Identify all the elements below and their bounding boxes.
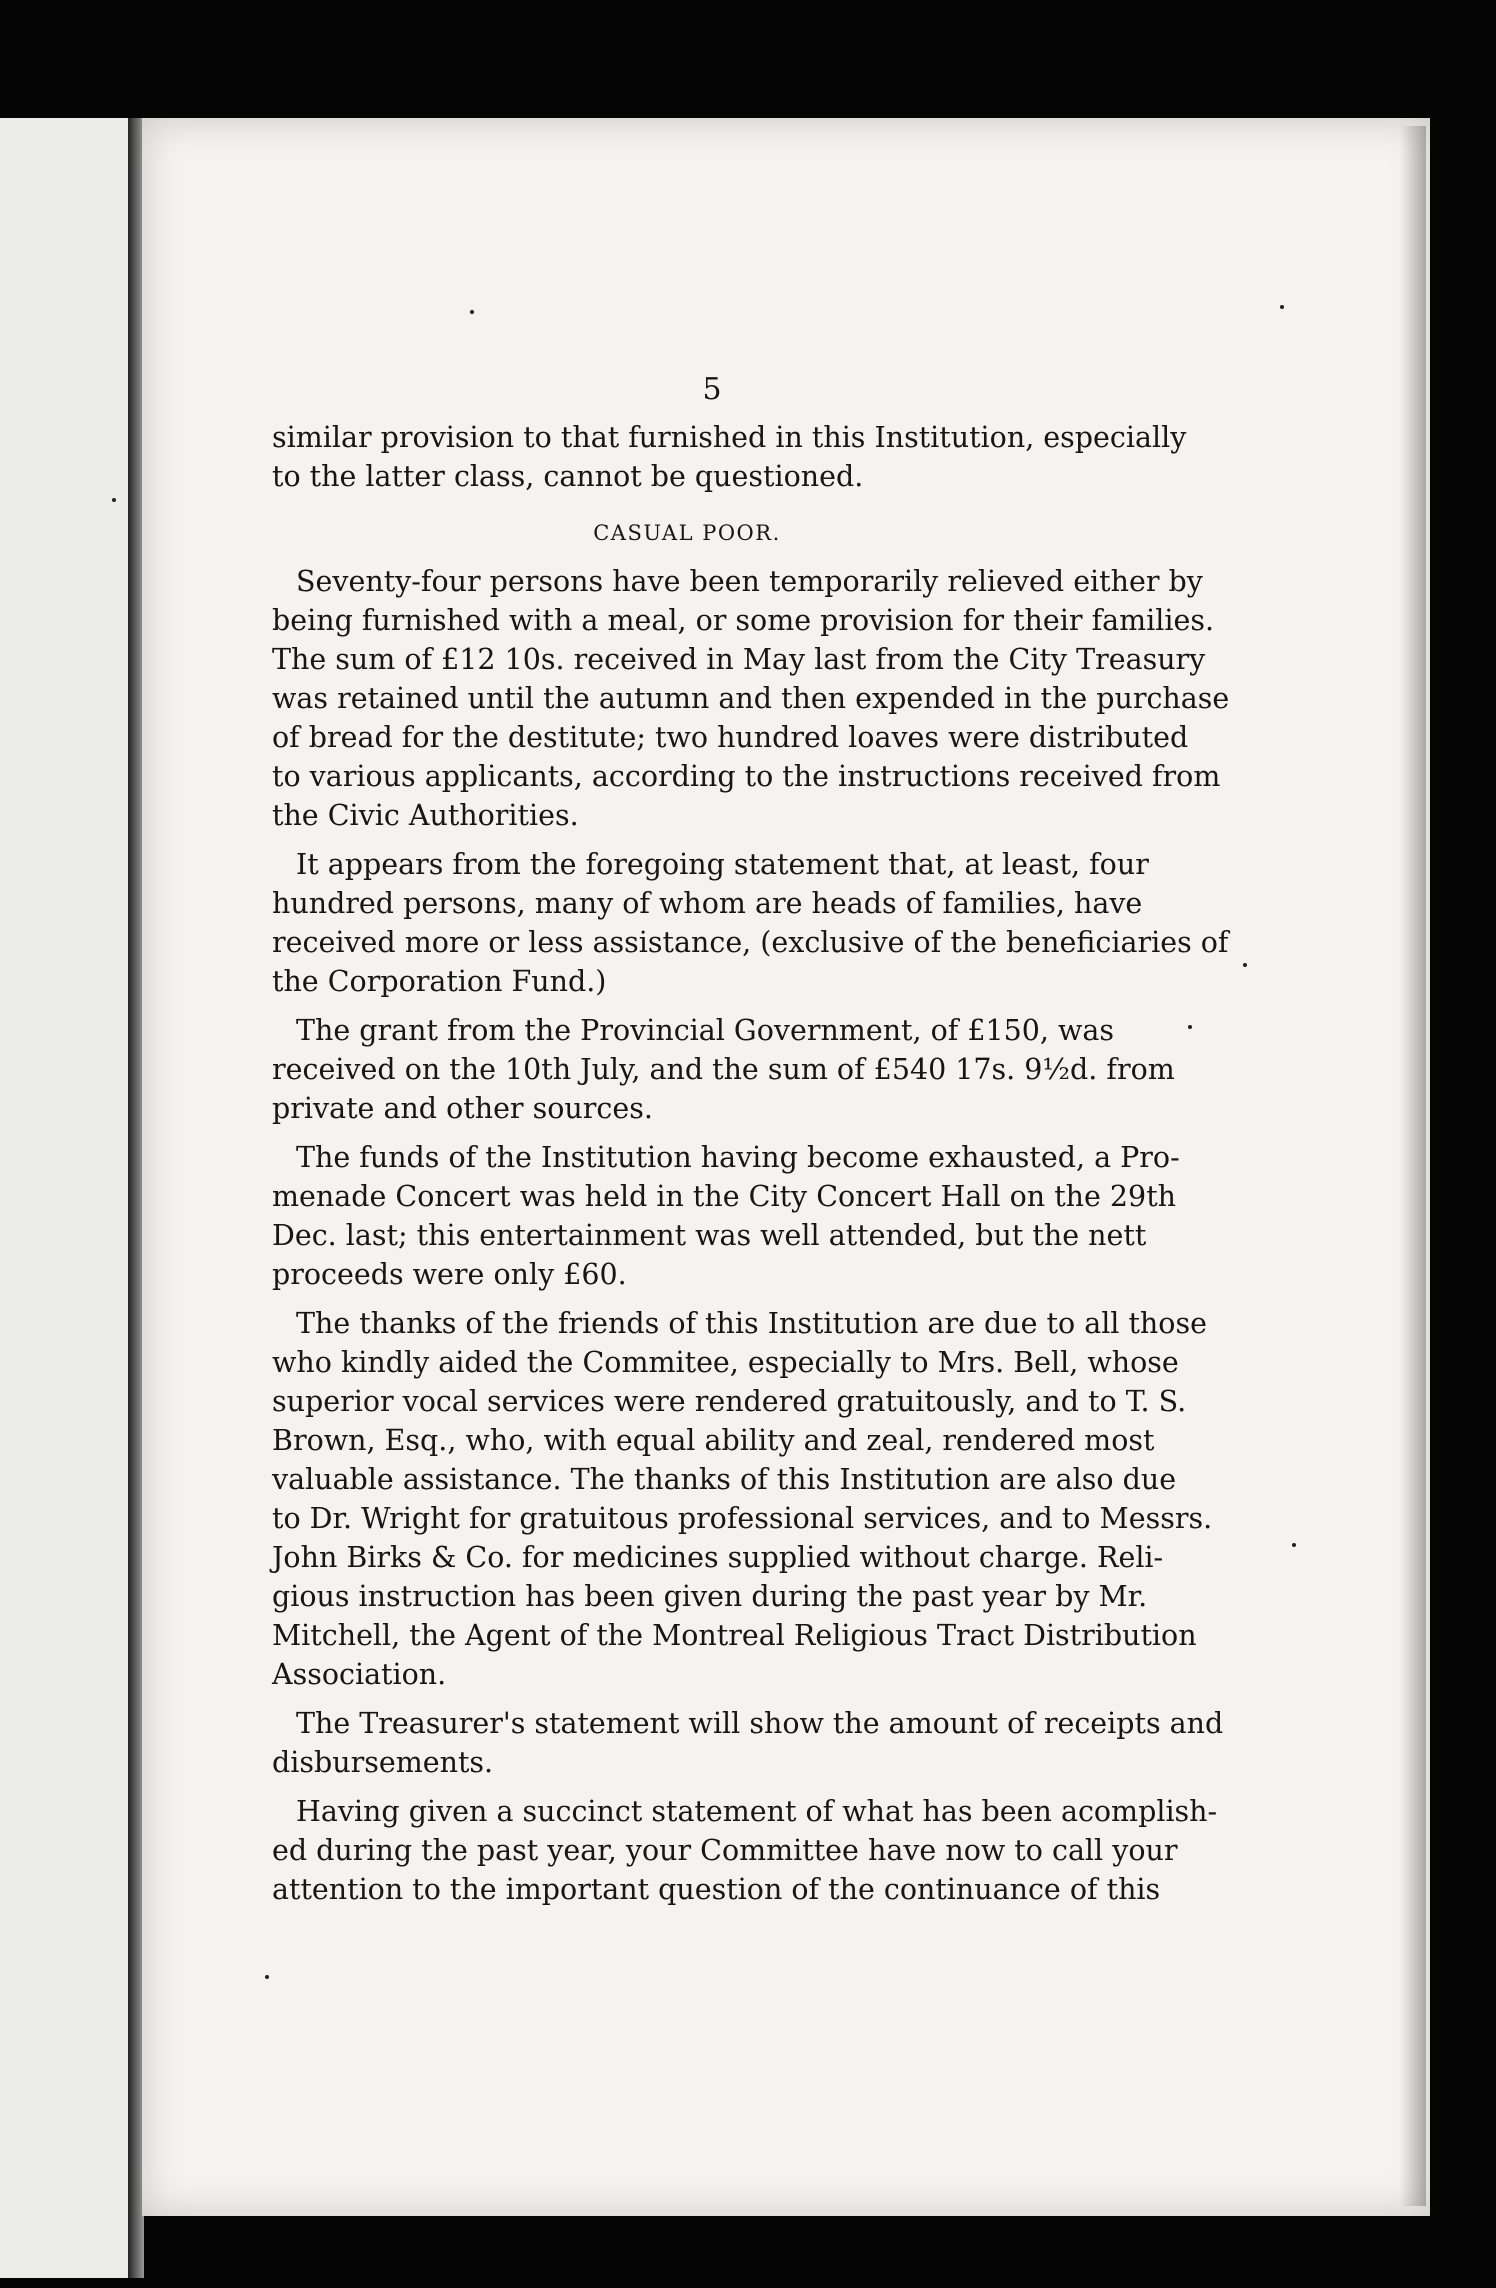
scan-speck	[1280, 305, 1284, 309]
scan-speck	[470, 310, 474, 314]
text-line: similar provision to that furnished in this Institution, especially	[272, 421, 1187, 454]
text-line: of bread for the destitute; two hundred loaves were distributed	[272, 721, 1189, 754]
text-line: disbursements.	[272, 1746, 494, 1779]
text-line: private and other sources.	[272, 1092, 653, 1125]
text-line: Dec. last; this entertainment was well attended, but the nett	[272, 1219, 1147, 1252]
text-line: the Corporation Fund.)	[272, 965, 607, 998]
text-line: The sum of £12 10s. received in May last from the City Treasury	[272, 643, 1206, 676]
page-number: 5	[702, 372, 722, 407]
text-line: Brown, Esq., who, with equal ability and zeal, rendered most	[272, 1424, 1155, 1457]
text-line: received more or less assistance, (exclusive of the beneficiaries of	[272, 926, 1229, 959]
text-line: was retained until the autumn and then expended in the purchase	[272, 682, 1230, 715]
facing-page-edge	[0, 118, 132, 2278]
text-line: received on the 10th July, and the sum of £540 17s. 9½d. from	[272, 1053, 1175, 1086]
text-line: Mitchell, the Agent of the Montreal Religious Tract Distribution	[272, 1619, 1197, 1652]
text-line: gious instruction has been given during the past year by Mr.	[272, 1580, 1148, 1613]
paragraph-first-line: The funds of the Institution having become exhausted, a Pro-	[296, 1141, 1180, 1174]
paragraph-first-line: Seventy-four persons have been temporarily relieved either by	[296, 565, 1203, 598]
scan-speck	[265, 1975, 269, 1979]
text-line: ed during the past year, your Committee have now to call your	[272, 1834, 1178, 1867]
page-text	[272, 370, 1230, 1909]
paragraph-first-line: The grant from the Provincial Government, of £150, was	[296, 1014, 1115, 1047]
scan-speck	[1243, 963, 1247, 967]
text-line: hundred persons, many of whom are heads of families, have	[272, 887, 1143, 920]
text-line: who kindly aided the Commitee, especially to Mrs. Bell, whose	[272, 1346, 1179, 1379]
paragraph-first-line: It appears from the foregoing statement that, at least, four	[296, 848, 1149, 881]
text-line: menade Concert was held in the City Concert Hall on the 29th	[272, 1180, 1176, 1213]
text-line: being furnished with a meal, or some provision for their families.	[272, 604, 1215, 637]
page-shadow	[1400, 126, 1426, 2206]
paragraph-first-line: The Treasurer's statement will show the amount of receipts and	[296, 1707, 1224, 1740]
text-line: valuable assistance. The thanks of this Institution are also due	[272, 1463, 1177, 1496]
text-line: Association.	[272, 1658, 447, 1691]
scan-speck	[1188, 1025, 1192, 1029]
paragraph-first-line: Having given a succinct statement of what has been acomplish-	[296, 1795, 1218, 1828]
text-line: proceeds were only £60.	[272, 1258, 627, 1291]
text-line: to various applicants, according to the instructions received from	[272, 760, 1221, 793]
scan-speck	[1292, 1543, 1296, 1547]
text-line: superior vocal services were rendered gratuitously, and to T. S.	[272, 1385, 1187, 1418]
text-line: John Birks & Co. for medicines supplied without charge. Reli-	[272, 1541, 1164, 1574]
paragraph-first-line: The thanks of the friends of this Institution are due to all those	[296, 1307, 1207, 1340]
section-heading: CASUAL POOR.	[593, 521, 781, 545]
text-line: attention to the important question of the continuance of this	[272, 1873, 1161, 1906]
scan-speck	[112, 498, 116, 502]
text-line: to Dr. Wright for gratuitous professional services, and to Messrs.	[272, 1502, 1213, 1535]
text-line: the Civic Authorities.	[272, 799, 579, 832]
text-line: to the latter class, cannot be questioned.	[272, 460, 864, 493]
